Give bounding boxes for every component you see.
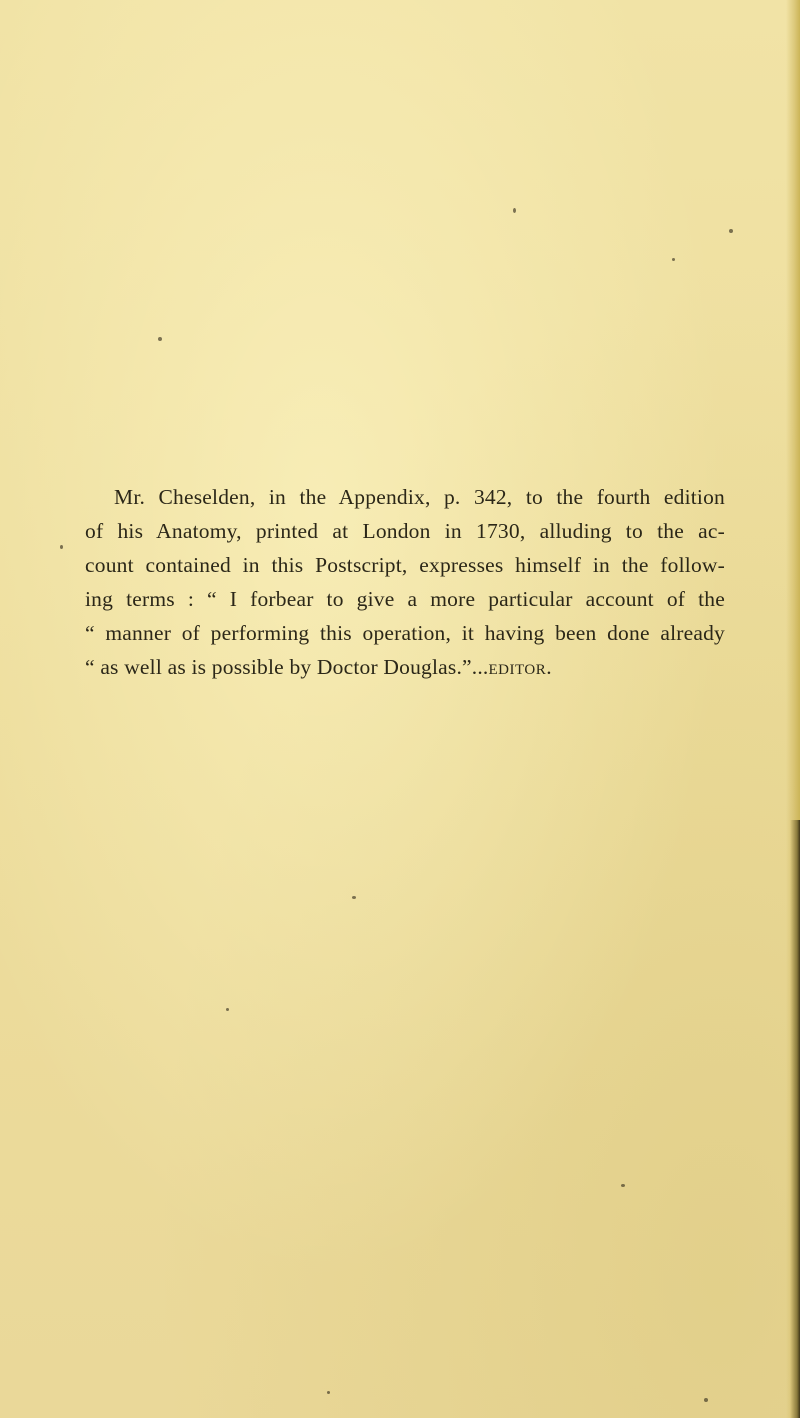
- paragraph-line: of his Anatomy, printed at London in 1730, alluding to the ac-: [85, 519, 725, 543]
- editor-signature: editor.: [488, 655, 553, 679]
- paper-speck: [158, 337, 162, 341]
- paragraph-line: “ manner of performing this operation, it having been done already: [85, 621, 725, 645]
- postscript-paragraph: [85, 480, 725, 684]
- paper-speck: [513, 208, 516, 213]
- paper-speck: [704, 1398, 708, 1402]
- paper-speck: [327, 1391, 330, 1394]
- paper-speck: [352, 896, 356, 899]
- paper-speck: [621, 1184, 625, 1187]
- paper-speck: [226, 1008, 229, 1011]
- paper-speck: [672, 258, 675, 261]
- paragraph-line: count contained in this Postscript, expresses himself in the follow-: [85, 553, 725, 577]
- paper-speck: [729, 229, 733, 233]
- paragraph-line: ing terms : “ I forbear to give a more particular account of the: [85, 587, 725, 611]
- page-edge-dark-shadow: [790, 820, 800, 1418]
- paragraph-line: “ as well as is possible by Doctor Douglas.”...: [85, 655, 489, 679]
- paper-speck: [60, 545, 63, 549]
- paragraph-line-final: [85, 650, 725, 684]
- paragraph-line: Mr. Cheselden, in the Appendix, p. 342, to the fourth edition: [114, 485, 725, 509]
